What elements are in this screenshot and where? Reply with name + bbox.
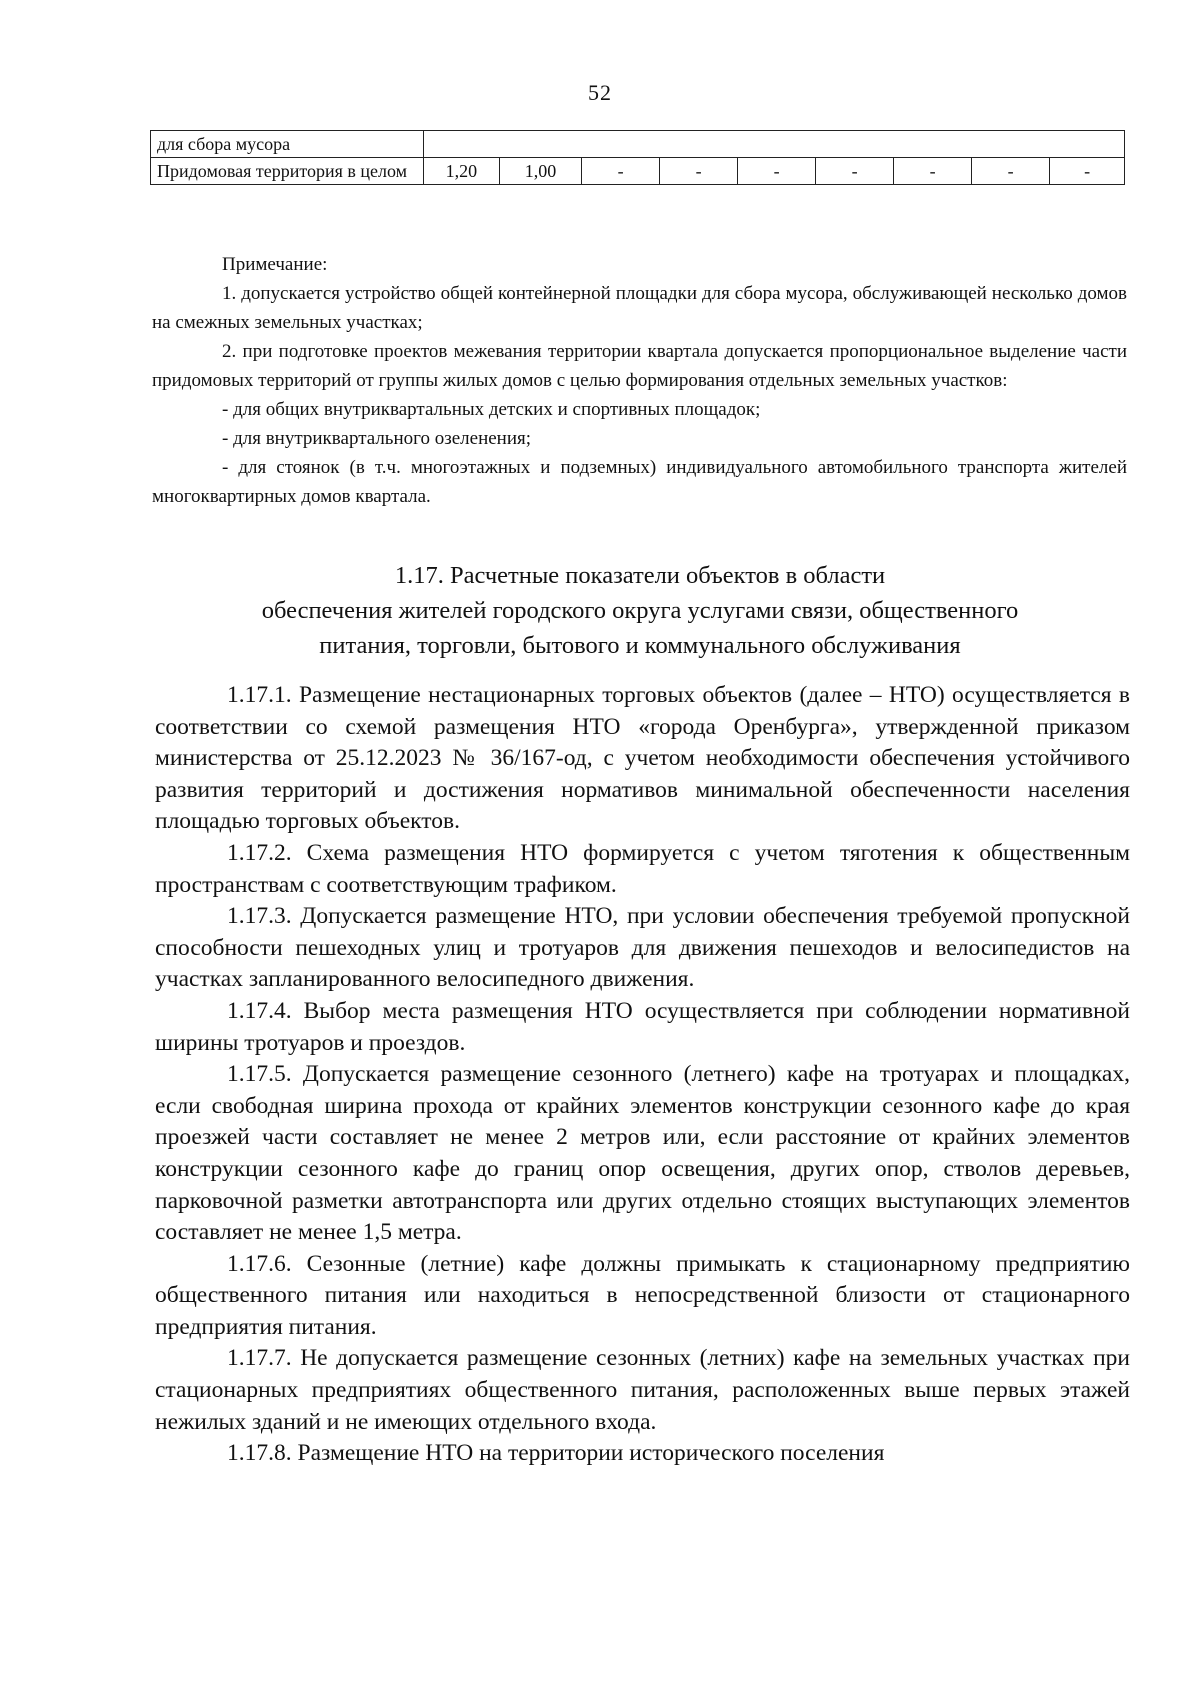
section-body [155,680,1130,1470]
table-cell-empty [424,131,1125,158]
paragraph: 1.17.7. Не допускается размещение сезонных (летних) кафе на земельных участках при стационарных предприятиях общественного питания, расположенных выше первых этажей нежилых зданий и не имеющих отдельного входа. [155,1345,1130,1435]
note-bullet: - для общих внутриквартальных детских и спортивных площадок; [222,399,761,420]
table-cell-value: - [1050,158,1125,185]
table-cell-value: - [894,158,972,185]
paragraph: 1.17.5. Допускается размещение сезонного (летнего) кафе на тротуарах и площадках, если свободная ширина прохода от крайних элементов конструкции сезонного кафе до края проезжей части составляет не менее 2 метров или, если расстояние от крайних элементов конструкции сезонного кафе до границ опор освещения, других опор, стволов деревьев, парковочной разметки автотранспорта или других отдельно стоящих выступающих элементов составляет не менее 1,5 метра. [155,1061,1130,1246]
table-row [151,158,1125,185]
notes-block [152,250,1127,511]
section-title-line: питания, торговли, бытового и коммунального обслуживания [319,632,961,659]
paragraph: 1.17.4. Выбор места размещения НТО осуществляется при соблюдении нормативной ширины тротуаров и проездов. [155,997,1130,1056]
paragraph: 1.17.1. Размещение нестационарных торговых объектов (далее – НТО) осуществляется в соответствии со схемой размещения НТО «города Оренбурга», утвержденной приказом министерства от 25.12.2023 № 36/167-од, с учетом необходимости обеспечения устойчивого развития территорий и достижения нормативов минимальной обеспеченности населения площадью торговых объектов. [155,682,1130,835]
note-bullet: - для внутриквартального озеленения; [222,428,532,449]
section-title-line: обеспечения жителей городского округа услугами связи, общественного [261,597,1019,624]
table-cell-label: для сбора мусора [151,131,424,158]
table-cell-value: - [738,158,816,185]
table-cell-value: - [972,158,1050,185]
page-number: 52 [588,80,612,105]
table-cell-value: - [582,158,660,185]
table-cell-value: - [816,158,894,185]
paragraph: 1.17.6. Сезонные (летние) кафе должны примыкать к стационарному предприятию общественного питания или находиться в непосредственной близости от стационарного предприятия питания. [155,1250,1130,1340]
section-title-line: 1.17. Расчетные показатели объектов в области [394,562,886,589]
table-cell-value: 1,20 [424,158,500,185]
notes-heading: Примечание: [222,254,328,275]
table-cell-value: - [660,158,738,185]
norms-table-fragment [150,130,1125,185]
table-cell-label: Придомовая территория в целом [151,158,424,185]
paragraph: 1.17.2. Схема размещения НТО формируется с учетом тяготения к общественным пространствам с соответствующим трафиком. [155,839,1130,898]
table-cell-value: 1,00 [499,158,581,185]
note-bullet: - для стоянок (в т.ч. многоэтажных и подземных) индивидуального автомобильного транспорта жителей многоквартирных домов квартала. [152,457,1127,507]
table-row [151,131,1125,158]
section-title [150,558,1130,663]
paragraph: 1.17.3. Допускается размещение НТО, при условии обеспечения требуемой пропускной способности пешеходных улиц и тротуаров для движения пешеходов и велосипедистов на участках запланированного велосипедного движения. [155,903,1130,993]
paragraph: 1.17.8. Размещение НТО на территории исторического поселения [227,1440,885,1467]
note-item: 1. допускается устройство общей контейнерной площадки для сбора мусора, обслуживающей несколько домов на смежных земельных участках; [152,283,1127,333]
note-item: 2. при подготовке проектов межевания территории квартала допускается пропорциональное выделение части придомовых территорий от группы жилых домов с целью формирования отдельных земельных участков: [152,341,1127,391]
